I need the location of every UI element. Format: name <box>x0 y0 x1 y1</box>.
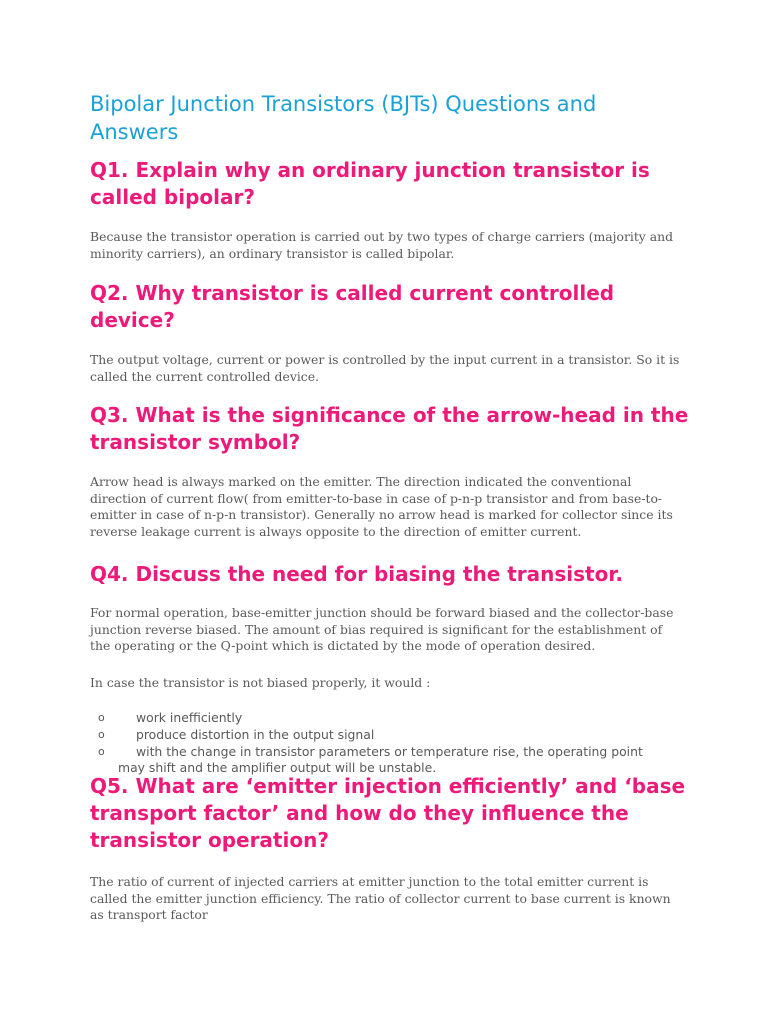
question-4-heading: Q4. Discuss the need for biasing the transistor. <box>90 562 623 586</box>
list-item-text: produce distortion in the output signal <box>136 726 375 742</box>
question-3-heading: Q3. What is the significance of the arrow-head in the transistor symbol? <box>90 403 689 454</box>
answer-5-text: The ratio of current of injected carriers at emitter junction to the total emitter current is called the emitter junction efficiency. The ratio of collector current to base current is known as transport factor <box>90 874 671 922</box>
answer-3-text: Arrow head is always marked on the emitter. The direction indicated the conventional direction of current flow( from emitter-to-base in case of p-n-p transistor and from base-to-emitter in case of n-p-n transistor). Generally no arrow head is marked for collector since its reverse leakage current is always opposite to the direction of emitter current. <box>90 474 673 539</box>
question-1-heading: Q1. Explain why an ordinary junction transistor is called bipolar? <box>90 158 650 209</box>
bullet-marker-icon: o <box>98 727 105 741</box>
page-title: Bipolar Junction Transistors (BJTs) Questions and Answers <box>90 92 597 144</box>
bias-consequences-list <box>90 710 690 777</box>
list-item-text-continued: may shift and the amplifier output will be unstable. <box>118 760 437 776</box>
list-item-text: work inefficiently <box>136 710 243 725</box>
answer-1-text: Because the transistor operation is carried out by two types of charge carriers (majority and minority carriers), an ordinary transistor is called bipolar. <box>90 229 674 261</box>
list-item <box>90 727 690 744</box>
answer-4-text: For normal operation, base-emitter junction should be forward biased and the collector-base junction reverse biased. The amount of bias required is significant for the establishment of the operating or the Q-point which is dictated by the mode of operation desired. <box>90 605 674 653</box>
question-2-heading: Q2. Why transistor is called current controlled device? <box>90 281 615 332</box>
bullet-marker-icon: o <box>98 744 105 758</box>
answer-4-intro: In case the transistor is not biased properly, it would : <box>90 675 431 690</box>
question-5-heading: Q5. What are ‘emitter injection efficiently’ and ‘base transport factor’ and how do they influence the transistor operation? <box>90 774 686 852</box>
bullet-marker-icon: o <box>98 711 105 724</box>
list-item <box>90 710 690 727</box>
answer-2-text: The output voltage, current or power is controlled by the input current in a transistor. So it is called the current controlled device. <box>90 352 680 384</box>
list-item-text: with the change in transistor parameters or temperature rise, the operating point <box>136 743 643 759</box>
